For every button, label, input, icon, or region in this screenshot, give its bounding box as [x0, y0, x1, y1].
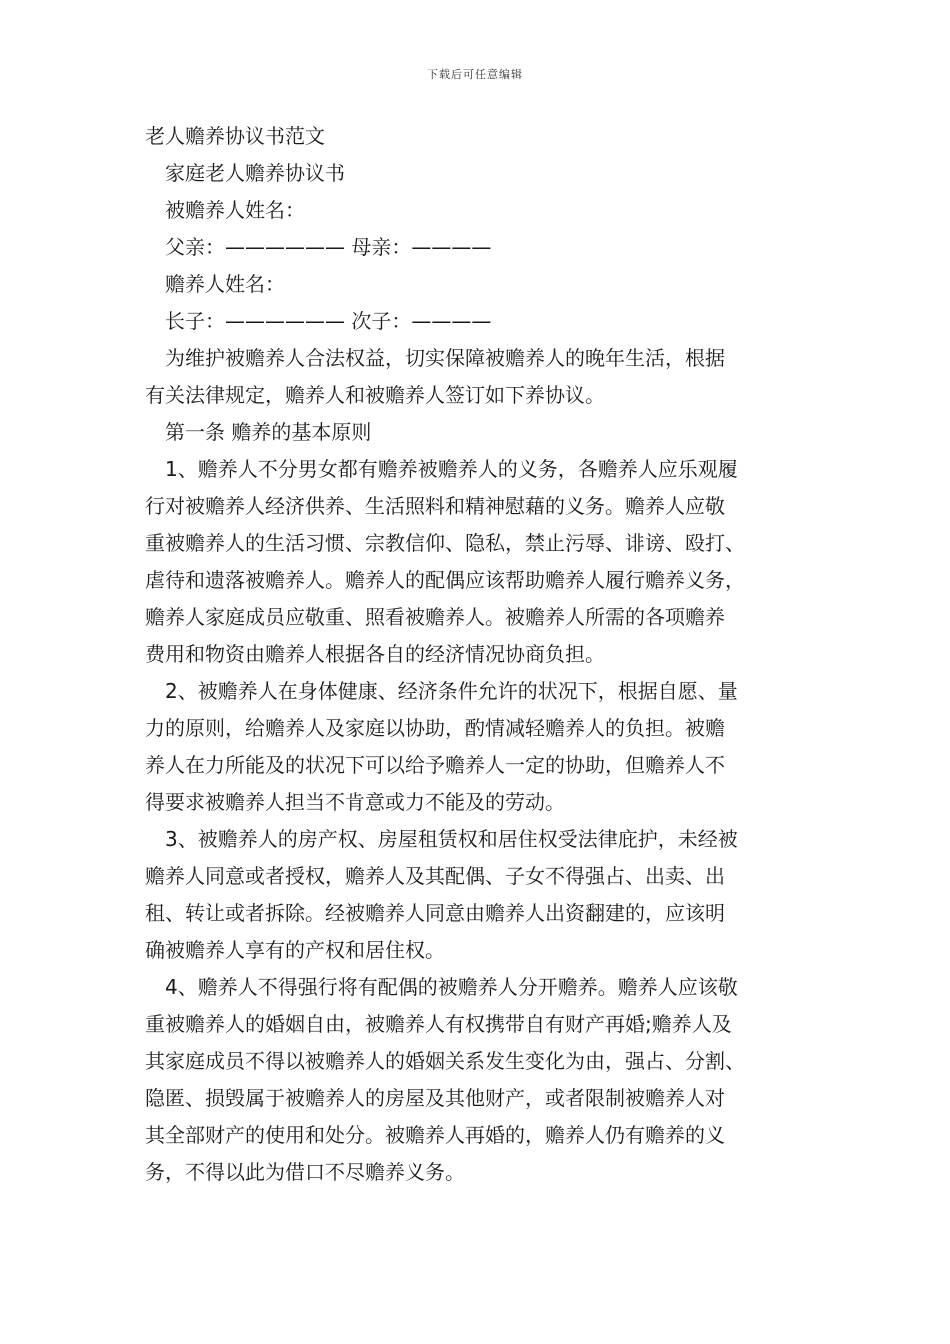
text-line: 确被赡养人享有的产权和居住权。	[145, 938, 445, 962]
text-line: 重被赡养人的生活习惯、宗教信仰、隐私，禁止污辱、诽谤、殴打、	[145, 531, 745, 555]
text-line: 1、赡养人不分男女都有赡养被赡养人的义务，各赡养人应乐观履	[165, 457, 738, 481]
text-line: 3、被赡养人的房产权、房屋租赁权和居住权受法律庇护，未经被	[165, 827, 738, 851]
text-line: 虐待和遗落被赡养人。赡养人的配偶应该帮助赡养人履行赡养义务，	[145, 568, 745, 592]
text-line: 长子：—————— 次子：————	[165, 309, 492, 333]
document-body	[145, 118, 825, 1191]
text-line: 得要求被赡养人担当不肯意或力不能及的劳动。	[145, 790, 565, 814]
text-line: 4、赡养人不得强行将有配偶的被赡养人分开赡养。赡养人应该敬	[165, 975, 738, 999]
text-line: 第一条 赡养的基本原则	[165, 420, 372, 444]
text-line: 其家庭成员不得以被赡养人的婚姻关系发生变化为由，强占、分割、	[145, 1049, 745, 1073]
document-title: 老人赡养协议书范文	[145, 124, 325, 148]
text-line: 被赡养人姓名：	[165, 198, 305, 222]
text-line: 2、被赡养人在身体健康、经济条件允许的状况下，根据自愿、量	[165, 679, 738, 703]
text-line: 家庭老人赡养协议书	[165, 161, 345, 185]
text-line: 赡养人姓名：	[165, 272, 285, 296]
text-line: 隐匿、损毁属于被赡养人的房屋及其他财产，或者限制被赡养人对	[145, 1086, 725, 1110]
text-line: 务，不得以此为借口不尽赡养义务。	[145, 1160, 465, 1184]
text-line: 租、转让或者拆除。经被赡养人同意由赡养人出资翻建的，应该明	[145, 901, 725, 925]
text-line: 赡养人同意或者授权，赡养人及其配偶、子女不得强占、出卖、出	[145, 864, 725, 888]
text-line: 其全部财产的使用和处分。被赡养人再婚的，赡养人仍有赡养的义	[145, 1123, 725, 1147]
text-line: 力的原则，给赡养人及家庭以协助，酌情减轻赡养人的负担。被赡	[145, 716, 725, 740]
text-line: 父亲：—————— 母亲：————	[165, 235, 492, 259]
text-line: 为维护被赡养人合法权益，切实保障被赡养人的晚年生活，根据	[165, 346, 725, 370]
page-header: 下载后可任意编辑	[427, 68, 523, 81]
text-line: 赡养人家庭成员应敬重、照看被赡养人。被赡养人所需的各项赡养	[145, 605, 725, 629]
text-line: 费用和物资由赡养人根据各自的经济情况协商负担。	[145, 642, 605, 666]
text-line: 重被赡养人的婚姻自由，被赡养人有权携带自有财产再婚;赡养人及	[145, 1012, 732, 1036]
text-line: 养人在力所能及的状况下可以给予赡养人一定的协助，但赡养人不	[145, 753, 725, 777]
text-line: 有关法律规定，赡养人和被赡养人签订如下养协议。	[145, 383, 605, 407]
text-line: 行对被赡养人经济供养、生活照料和精神慰藉的义务。赡养人应敬	[145, 494, 725, 518]
